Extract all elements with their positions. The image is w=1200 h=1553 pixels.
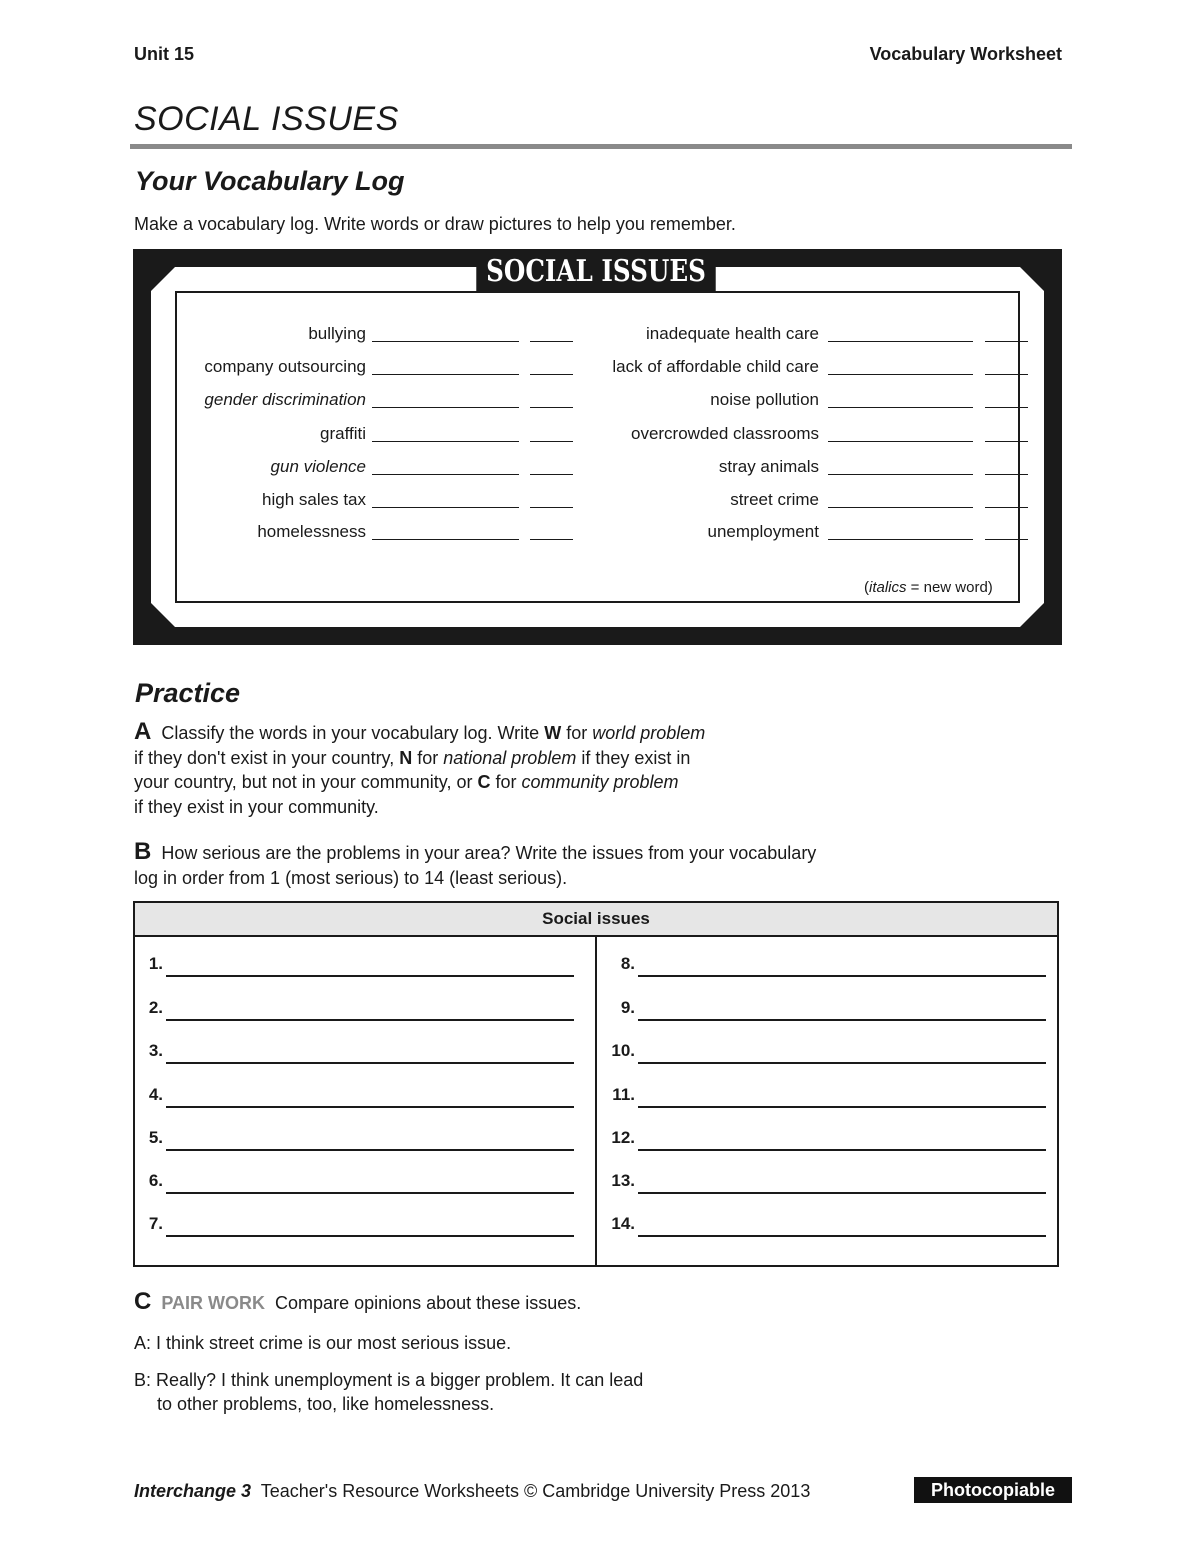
vocab-item [0,522,819,548]
rank-number: 4. [148,1085,163,1104]
rank-write-line[interactable] [166,1192,574,1194]
exercise-c-instruction: Compare opinions about these issues. [275,1293,582,1313]
vocab-class-line[interactable] [985,474,1028,475]
footer-credit [134,1481,810,1502]
rank-write-line[interactable] [166,1106,574,1108]
pair-work-label: PAIR WORK [161,1293,266,1313]
rank-number: 1. [148,954,163,973]
rank-write-line[interactable] [638,1019,1046,1021]
vocab-item [0,457,819,483]
vocab-class-line[interactable] [985,341,1028,342]
vocab-word: gun violence [270,457,366,476]
worksheet-label: Vocabulary Worksheet [869,44,1062,64]
social-issues-banner: SOCIAL ISSUES [476,252,715,292]
vocab-item [0,424,819,450]
practice-heading: Practice [135,678,241,708]
footer-text: Teacher's Resource Worksheets © Cambridge University Press 2013 [260,1481,811,1501]
exercise-a-letter: A [134,718,152,745]
vocab-word: homelessness [257,522,366,541]
dialogue-b-1: B: Really? I think unemployment is a bigger problem. It can lead [134,1370,644,1390]
social-issues-table [133,901,1059,1267]
rank-write-line[interactable] [166,1062,574,1064]
vocab-class-line[interactable] [985,407,1028,408]
rank-number: 5. [148,1128,163,1147]
rank-write-line[interactable] [638,1235,1046,1237]
vocab-log-heading: Your Vocabulary Log [135,166,405,196]
title-rule [130,144,1072,149]
dialogue-a: A: I think street crime is our most serious issue. [134,1333,512,1353]
vocab-word: stray animals [718,457,819,476]
vocab-class-line[interactable] [985,507,1028,508]
vocab-write-line[interactable] [828,539,973,540]
rank-write-line[interactable] [166,1149,574,1151]
vocab-word: unemployment [707,522,819,541]
rank-write-line[interactable] [638,975,1046,977]
rank-number: 2. [148,998,163,1017]
rank-write-line[interactable] [166,1235,574,1237]
vocab-log-instruction: Make a vocabulary log. Write words or draw pictures to help you remember. [134,214,736,234]
exercise-c-letter: C [134,1288,152,1315]
rank-number: 9. [620,998,635,1017]
rank-number: 6. [148,1171,163,1190]
footer-brand: Interchange 3 [134,1481,252,1501]
rank-number: 14. [611,1214,635,1233]
vocab-item [0,490,819,516]
vocab-write-line[interactable] [828,441,973,442]
dialogue-b-2: to other problems, too, like homelessness. [157,1394,495,1414]
exercise-c [134,1288,581,1316]
vocab-item [0,390,819,416]
vocab-write-line[interactable] [828,407,973,408]
vocab-write-line[interactable] [828,474,973,475]
vocab-word: overcrowded classrooms [630,424,819,443]
rank-number: 12. [611,1128,635,1147]
exercise-b: B How serious are the problems in your area? Write the issues from your vocabulary log in order from 1 (most serious) to 14 (least serious). [134,838,817,888]
photocopiable-badge: Photocopiable [914,1477,1072,1503]
vocab-class-line[interactable] [985,539,1028,540]
vocab-item [0,324,819,350]
rank-write-line[interactable] [638,1106,1046,1108]
vocab-item [0,357,819,383]
vocab-class-line[interactable] [985,441,1028,442]
vocab-class-line[interactable] [985,374,1028,375]
legend: (italics = new word) [864,579,993,596]
rank-number: 11. [612,1085,635,1104]
vocab-word: gender discrimination [204,390,366,409]
page-title: SOCIAL ISSUES [134,100,399,138]
vocab-write-line[interactable] [828,341,973,342]
vocab-word: street crime [730,490,819,509]
table-header: Social issues [135,903,1057,937]
rank-write-line[interactable] [166,975,574,977]
vocab-word: graffiti [320,424,366,443]
rank-write-line[interactable] [638,1149,1046,1151]
rank-number: 13. [611,1171,635,1190]
exercise-a: A Classify the words in your vocabulary log. Write W for world problem if they don't exist in your country, N for national problem if they exist in your country, but not in your community, or C for community problem if they exist in your community. [134,718,706,817]
vocab-word: company outsourcing [204,357,366,376]
vocab-word: inadequate health care [646,324,819,343]
unit-label: Unit 15 [134,44,195,64]
rank-write-line[interactable] [638,1192,1046,1194]
rank-number: 10. [611,1041,635,1060]
rank-number: 3. [148,1041,163,1060]
vocab-write-line[interactable] [828,374,973,375]
vocab-word: noise pollution [710,390,819,409]
rank-write-line[interactable] [638,1062,1046,1064]
legend-italic: italics [869,579,907,596]
vocab-word: high sales tax [262,490,366,509]
rank-number: 8. [620,954,635,973]
vocab-word: bullying [308,324,366,343]
rank-write-line[interactable] [166,1019,574,1021]
rank-number: 7. [148,1214,163,1233]
exercise-b-letter: B [134,838,152,865]
vocab-write-line[interactable] [828,507,973,508]
vocab-word: lack of affordable child care [612,357,819,376]
